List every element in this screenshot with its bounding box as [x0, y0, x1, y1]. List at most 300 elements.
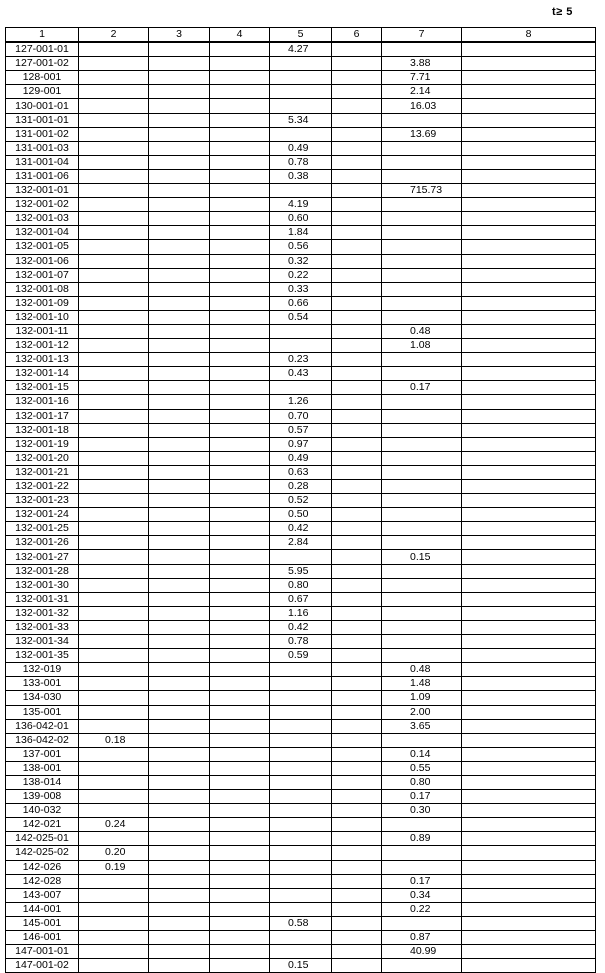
- value-cell-col-6: [332, 212, 382, 226]
- table-row: [6, 620, 596, 634]
- value-cell-col-8: [462, 832, 596, 846]
- value-cell-col-4: [210, 423, 270, 437]
- table-row: [6, 635, 596, 649]
- value-cell-col-7: 16.03: [382, 99, 462, 113]
- column-header: 4: [210, 28, 270, 43]
- value-cell-col-5: [270, 381, 332, 395]
- value-cell-col-4: [210, 324, 270, 338]
- table-row: [6, 184, 596, 198]
- table-row: [6, 860, 596, 874]
- value-cell-col-6: [332, 719, 382, 733]
- value-cell-col-5: 0.49: [270, 141, 332, 155]
- value-cell-col-3: [149, 141, 210, 155]
- value-cell-col-6: [332, 888, 382, 902]
- row-id-cell: 132-001-05: [6, 240, 79, 254]
- value-cell-col-3: [149, 226, 210, 240]
- value-cell-col-5: 4.19: [270, 198, 332, 212]
- row-id-cell: 132-001-27: [6, 550, 79, 564]
- value-cell-col-6: [332, 931, 382, 945]
- value-cell-col-4: [210, 606, 270, 620]
- value-cell-col-6: [332, 395, 382, 409]
- value-cell-col-3: [149, 733, 210, 747]
- value-cell-col-3: [149, 959, 210, 973]
- value-cell-col-6: [332, 381, 382, 395]
- value-cell-col-7: [382, 42, 462, 57]
- value-cell-col-8: [462, 437, 596, 451]
- value-cell-col-5: [270, 550, 332, 564]
- row-id-cell: 142-025-02: [6, 846, 79, 860]
- column-header: 6: [332, 28, 382, 43]
- value-cell-col-8: [462, 705, 596, 719]
- value-cell-col-8: [462, 761, 596, 775]
- row-id-cell: 142-028: [6, 874, 79, 888]
- column-header: 8: [462, 28, 596, 43]
- table-row: [6, 395, 596, 409]
- value-cell-col-2: [79, 564, 149, 578]
- value-cell-col-3: [149, 353, 210, 367]
- value-cell-col-3: [149, 522, 210, 536]
- value-cell-col-6: [332, 747, 382, 761]
- value-cell-col-8: [462, 916, 596, 930]
- value-cell-col-8: [462, 71, 596, 85]
- value-cell-col-5: 0.22: [270, 268, 332, 282]
- value-cell-col-4: [210, 691, 270, 705]
- value-cell-col-2: 0.19: [79, 860, 149, 874]
- table-row: [6, 85, 596, 99]
- row-id-cell: 127-001-01: [6, 42, 79, 57]
- value-cell-col-3: [149, 902, 210, 916]
- value-cell-col-4: [210, 959, 270, 973]
- value-cell-col-7: 3.88: [382, 57, 462, 71]
- value-cell-col-2: [79, 902, 149, 916]
- table-row: [6, 353, 596, 367]
- value-cell-col-5: 0.15: [270, 959, 332, 973]
- header-row: [6, 28, 596, 43]
- value-cell-col-7: [382, 451, 462, 465]
- table-row: [6, 296, 596, 310]
- value-cell-col-5: 0.78: [270, 635, 332, 649]
- row-id-cell: 131-001-06: [6, 169, 79, 183]
- value-cell-col-7: [382, 437, 462, 451]
- column-header: 3: [149, 28, 210, 43]
- value-cell-col-3: [149, 592, 210, 606]
- row-id-cell: 137-001: [6, 747, 79, 761]
- table-row: [6, 155, 596, 169]
- table-header: [6, 28, 596, 43]
- row-id-cell: 132-001-31: [6, 592, 79, 606]
- value-cell-col-2: [79, 353, 149, 367]
- value-cell-col-4: [210, 931, 270, 945]
- value-cell-col-8: [462, 198, 596, 212]
- value-cell-col-2: [79, 663, 149, 677]
- value-cell-col-6: [332, 42, 382, 57]
- value-cell-col-2: [79, 522, 149, 536]
- value-cell-col-3: [149, 691, 210, 705]
- table-row: [6, 705, 596, 719]
- table-row: [6, 465, 596, 479]
- value-cell-col-7: [382, 606, 462, 620]
- value-cell-col-8: [462, 635, 596, 649]
- value-cell-col-7: [382, 409, 462, 423]
- value-cell-col-5: 1.84: [270, 226, 332, 240]
- value-cell-col-5: 0.67: [270, 592, 332, 606]
- value-cell-col-2: [79, 113, 149, 127]
- value-cell-col-7: [382, 536, 462, 550]
- row-id-cell: 132-001-19: [6, 437, 79, 451]
- value-cell-col-2: [79, 324, 149, 338]
- value-cell-col-8: [462, 790, 596, 804]
- row-id-cell: 132-001-11: [6, 324, 79, 338]
- value-cell-col-2: [79, 155, 149, 169]
- value-cell-col-4: [210, 790, 270, 804]
- value-cell-col-2: [79, 339, 149, 353]
- value-cell-col-7: 40.99: [382, 945, 462, 959]
- value-cell-col-4: [210, 141, 270, 155]
- value-cell-col-7: 3.65: [382, 719, 462, 733]
- value-cell-col-4: [210, 184, 270, 198]
- value-cell-col-3: [149, 381, 210, 395]
- value-cell-col-2: [79, 169, 149, 183]
- table-row: [6, 423, 596, 437]
- value-cell-col-2: [79, 367, 149, 381]
- value-cell-col-7: [382, 367, 462, 381]
- table-row: [6, 99, 596, 113]
- value-cell-col-5: 0.38: [270, 169, 332, 183]
- value-cell-col-3: [149, 916, 210, 930]
- value-cell-col-4: [210, 494, 270, 508]
- value-cell-col-7: [382, 916, 462, 930]
- value-cell-col-8: [462, 226, 596, 240]
- value-cell-col-8: [462, 606, 596, 620]
- value-cell-col-3: [149, 85, 210, 99]
- value-cell-col-4: [210, 310, 270, 324]
- value-cell-col-8: [462, 310, 596, 324]
- value-cell-col-6: [332, 592, 382, 606]
- value-cell-col-4: [210, 846, 270, 860]
- value-cell-col-4: [210, 254, 270, 268]
- value-cell-col-6: [332, 494, 382, 508]
- row-id-cell: 130-001-01: [6, 99, 79, 113]
- value-cell-col-3: [149, 339, 210, 353]
- value-cell-col-8: [462, 282, 596, 296]
- row-id-cell: 147-001-01: [6, 945, 79, 959]
- value-cell-col-4: [210, 677, 270, 691]
- row-id-cell: 132-001-13: [6, 353, 79, 367]
- value-cell-col-5: [270, 663, 332, 677]
- value-cell-col-2: [79, 423, 149, 437]
- row-id-cell: 133-001: [6, 677, 79, 691]
- table-row: [6, 945, 596, 959]
- table-row: [6, 931, 596, 945]
- value-cell-col-5: [270, 339, 332, 353]
- page-number-label: t≥ 5: [552, 6, 573, 18]
- value-cell-col-2: [79, 790, 149, 804]
- value-cell-col-8: [462, 99, 596, 113]
- value-cell-col-8: [462, 536, 596, 550]
- value-cell-col-2: [79, 409, 149, 423]
- row-id-cell: 131-001-02: [6, 127, 79, 141]
- table-row: [6, 719, 596, 733]
- column-header: 1: [6, 28, 79, 43]
- value-cell-col-2: [79, 691, 149, 705]
- value-cell-col-7: [382, 282, 462, 296]
- value-cell-col-3: [149, 874, 210, 888]
- value-cell-col-8: [462, 775, 596, 789]
- row-id-cell: 132-001-04: [6, 226, 79, 240]
- value-cell-col-8: [462, 57, 596, 71]
- row-id-cell: 132-001-22: [6, 480, 79, 494]
- value-cell-col-6: [332, 705, 382, 719]
- row-id-cell: 146-001: [6, 931, 79, 945]
- row-id-cell: 132-001-09: [6, 296, 79, 310]
- value-cell-col-7: [382, 959, 462, 973]
- value-cell-col-8: [462, 945, 596, 959]
- value-cell-col-7: [382, 268, 462, 282]
- value-cell-col-5: [270, 945, 332, 959]
- value-cell-col-8: [462, 324, 596, 338]
- value-cell-col-8: [462, 42, 596, 57]
- value-cell-col-4: [210, 832, 270, 846]
- value-cell-col-7: [382, 733, 462, 747]
- value-cell-col-6: [332, 451, 382, 465]
- value-cell-col-6: [332, 226, 382, 240]
- value-cell-col-6: [332, 465, 382, 479]
- value-cell-col-2: [79, 268, 149, 282]
- row-id-cell: 132-001-02: [6, 198, 79, 212]
- table-row: [6, 832, 596, 846]
- table-row: [6, 480, 596, 494]
- value-cell-col-5: 2.84: [270, 536, 332, 550]
- value-cell-col-8: [462, 409, 596, 423]
- value-cell-col-4: [210, 888, 270, 902]
- row-id-cell: 132-001-24: [6, 508, 79, 522]
- value-cell-col-4: [210, 42, 270, 57]
- value-cell-col-8: [462, 339, 596, 353]
- row-id-cell: 138-001: [6, 761, 79, 775]
- value-cell-col-7: [382, 141, 462, 155]
- value-cell-col-4: [210, 761, 270, 775]
- value-cell-col-6: [332, 790, 382, 804]
- value-cell-col-5: 0.43: [270, 367, 332, 381]
- value-cell-col-4: [210, 874, 270, 888]
- value-cell-col-5: 0.70: [270, 409, 332, 423]
- row-id-cell: 136-042-02: [6, 733, 79, 747]
- value-cell-col-4: [210, 381, 270, 395]
- value-cell-col-8: [462, 663, 596, 677]
- value-cell-col-7: [382, 113, 462, 127]
- value-cell-col-7: 0.80: [382, 775, 462, 789]
- value-cell-col-7: [382, 169, 462, 183]
- value-cell-col-8: [462, 254, 596, 268]
- value-cell-col-4: [210, 916, 270, 930]
- value-cell-col-4: [210, 437, 270, 451]
- value-cell-col-4: [210, 395, 270, 409]
- value-cell-col-5: [270, 677, 332, 691]
- row-id-cell: 132-001-06: [6, 254, 79, 268]
- value-cell-col-3: [149, 564, 210, 578]
- row-id-cell: 132-001-20: [6, 451, 79, 465]
- value-cell-col-7: 0.30: [382, 804, 462, 818]
- table-row: [6, 649, 596, 663]
- table-row: [6, 113, 596, 127]
- value-cell-col-7: 0.17: [382, 790, 462, 804]
- table-row: [6, 677, 596, 691]
- value-cell-col-7: [382, 592, 462, 606]
- row-id-cell: 132-001-33: [6, 620, 79, 634]
- value-cell-col-7: [382, 155, 462, 169]
- value-cell-col-2: [79, 395, 149, 409]
- value-cell-col-6: [332, 874, 382, 888]
- value-cell-col-6: [332, 85, 382, 99]
- table-row: [6, 226, 596, 240]
- value-cell-col-5: 0.28: [270, 480, 332, 494]
- value-cell-col-2: [79, 141, 149, 155]
- value-cell-col-2: [79, 296, 149, 310]
- value-cell-col-8: [462, 620, 596, 634]
- value-cell-col-7: [382, 310, 462, 324]
- table-row: [6, 409, 596, 423]
- value-cell-col-8: [462, 564, 596, 578]
- value-cell-col-3: [149, 169, 210, 183]
- value-cell-col-8: [462, 804, 596, 818]
- table-row: [6, 663, 596, 677]
- value-cell-col-8: [462, 846, 596, 860]
- value-cell-col-7: 2.14: [382, 85, 462, 99]
- value-cell-col-8: [462, 747, 596, 761]
- value-cell-col-8: [462, 592, 596, 606]
- row-id-cell: 132-001-07: [6, 268, 79, 282]
- value-cell-col-3: [149, 296, 210, 310]
- value-cell-col-7: [382, 620, 462, 634]
- value-cell-col-8: [462, 508, 596, 522]
- value-cell-col-7: [382, 212, 462, 226]
- row-id-cell: 145-001: [6, 916, 79, 930]
- value-cell-col-8: [462, 85, 596, 99]
- table-row: [6, 578, 596, 592]
- value-cell-col-3: [149, 620, 210, 634]
- value-cell-col-4: [210, 155, 270, 169]
- table-row: [6, 212, 596, 226]
- value-cell-col-2: [79, 635, 149, 649]
- row-id-cell: 132-001-32: [6, 606, 79, 620]
- value-cell-col-3: [149, 155, 210, 169]
- table-row: [6, 198, 596, 212]
- value-cell-col-7: 0.34: [382, 888, 462, 902]
- row-id-cell: 139-008: [6, 790, 79, 804]
- value-cell-col-4: [210, 578, 270, 592]
- value-cell-col-7: [382, 818, 462, 832]
- table-row: [6, 888, 596, 902]
- value-cell-col-6: [332, 268, 382, 282]
- table-row: [6, 324, 596, 338]
- row-id-cell: 132-001-30: [6, 578, 79, 592]
- value-cell-col-2: 0.20: [79, 846, 149, 860]
- value-cell-col-3: [149, 747, 210, 761]
- value-cell-col-2: [79, 592, 149, 606]
- row-id-cell: 132-001-23: [6, 494, 79, 508]
- value-cell-col-3: [149, 198, 210, 212]
- row-id-cell: 132-001-35: [6, 649, 79, 663]
- value-cell-col-8: [462, 451, 596, 465]
- row-id-cell: 127-001-02: [6, 57, 79, 71]
- value-cell-col-2: [79, 451, 149, 465]
- table-row: [6, 804, 596, 818]
- value-cell-col-7: 0.15: [382, 550, 462, 564]
- value-cell-col-7: [382, 508, 462, 522]
- row-id-cell: 131-001-01: [6, 113, 79, 127]
- value-cell-col-3: [149, 71, 210, 85]
- value-cell-col-4: [210, 480, 270, 494]
- value-cell-col-7: [382, 578, 462, 592]
- table-row: [6, 592, 596, 606]
- value-cell-col-6: [332, 409, 382, 423]
- value-cell-col-7: 1.08: [382, 339, 462, 353]
- value-cell-col-7: [382, 465, 462, 479]
- table-row: [6, 916, 596, 930]
- value-cell-col-2: [79, 184, 149, 198]
- value-cell-col-5: 0.57: [270, 423, 332, 437]
- value-cell-col-2: [79, 99, 149, 113]
- value-cell-col-8: [462, 423, 596, 437]
- row-id-cell: 132-001-08: [6, 282, 79, 296]
- value-cell-col-8: [462, 874, 596, 888]
- table-row: [6, 874, 596, 888]
- row-id-cell: 131-001-03: [6, 141, 79, 155]
- value-cell-col-7: [382, 423, 462, 437]
- table-row: [6, 451, 596, 465]
- value-cell-col-4: [210, 649, 270, 663]
- value-cell-col-5: [270, 719, 332, 733]
- value-cell-col-3: [149, 395, 210, 409]
- value-cell-col-6: [332, 846, 382, 860]
- value-cell-col-2: [79, 310, 149, 324]
- row-id-cell: 132-001-16: [6, 395, 79, 409]
- value-cell-col-8: [462, 733, 596, 747]
- value-cell-col-6: [332, 860, 382, 874]
- value-cell-col-6: [332, 649, 382, 663]
- value-cell-col-3: [149, 268, 210, 282]
- value-cell-col-4: [210, 508, 270, 522]
- value-cell-col-7: [382, 494, 462, 508]
- value-cell-col-4: [210, 226, 270, 240]
- value-cell-col-6: [332, 254, 382, 268]
- value-cell-col-5: [270, 99, 332, 113]
- value-cell-col-2: [79, 494, 149, 508]
- value-cell-col-8: [462, 480, 596, 494]
- value-cell-col-6: [332, 916, 382, 930]
- value-cell-col-2: [79, 240, 149, 254]
- value-cell-col-6: [332, 282, 382, 296]
- value-cell-col-5: [270, 874, 332, 888]
- table-row: [6, 959, 596, 973]
- value-cell-col-8: [462, 691, 596, 705]
- value-cell-col-5: [270, 57, 332, 71]
- table-row: [6, 71, 596, 85]
- value-cell-col-7: [382, 198, 462, 212]
- value-cell-col-6: [332, 71, 382, 85]
- value-cell-col-6: [332, 141, 382, 155]
- value-cell-col-6: [332, 818, 382, 832]
- value-cell-col-5: 0.97: [270, 437, 332, 451]
- value-cell-col-7: [382, 522, 462, 536]
- value-cell-col-4: [210, 719, 270, 733]
- value-cell-col-8: [462, 367, 596, 381]
- table-row: [6, 522, 596, 536]
- row-id-cell: 132-001-12: [6, 339, 79, 353]
- table-body: [6, 42, 596, 973]
- table-row: [6, 691, 596, 705]
- value-cell-col-3: [149, 804, 210, 818]
